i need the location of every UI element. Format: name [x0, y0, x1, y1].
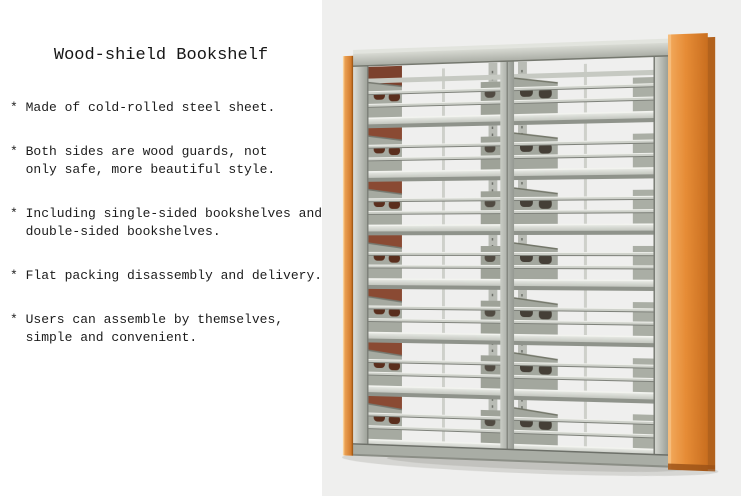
- bullet-line: * Made of cold-rolled steel sheet.: [10, 100, 276, 115]
- left-wood-guard: [343, 56, 353, 456]
- product-description-panel: [0, 0, 322, 496]
- product-photo-panel: [322, 0, 741, 496]
- product-title: Wood-shield Bookshelf: [53, 46, 269, 65]
- bookshelf-unit: [343, 33, 715, 472]
- left-upright: [353, 59, 368, 452]
- bullet-line: simple and convenient.: [25, 330, 198, 345]
- bullet-line: only safe, more beautiful style.: [25, 162, 276, 177]
- right-wood-guard: [668, 33, 708, 471]
- bullet-line: * Users can assemble by themselves,: [10, 312, 284, 327]
- bullet-self-assembly: [10, 311, 322, 347]
- bullet-line: * Including single-sided bookshelves and: [10, 206, 323, 221]
- bullet-steel-sheet: [10, 99, 322, 117]
- bullet-single-double-sided: [10, 205, 322, 241]
- bullet-wood-guards: [10, 143, 322, 179]
- bullet-line: * Both sides are wood guards, not: [10, 144, 268, 159]
- bookshelf-illustration: [331, 0, 741, 496]
- bullet-line: double-sided bookshelves.: [25, 224, 221, 239]
- bullet-line: * Flat packing disassembly and delivery.: [10, 268, 323, 283]
- right-upright: [653, 41, 668, 466]
- bullet-flat-packing: [10, 267, 322, 285]
- back-top-rail: [514, 70, 653, 79]
